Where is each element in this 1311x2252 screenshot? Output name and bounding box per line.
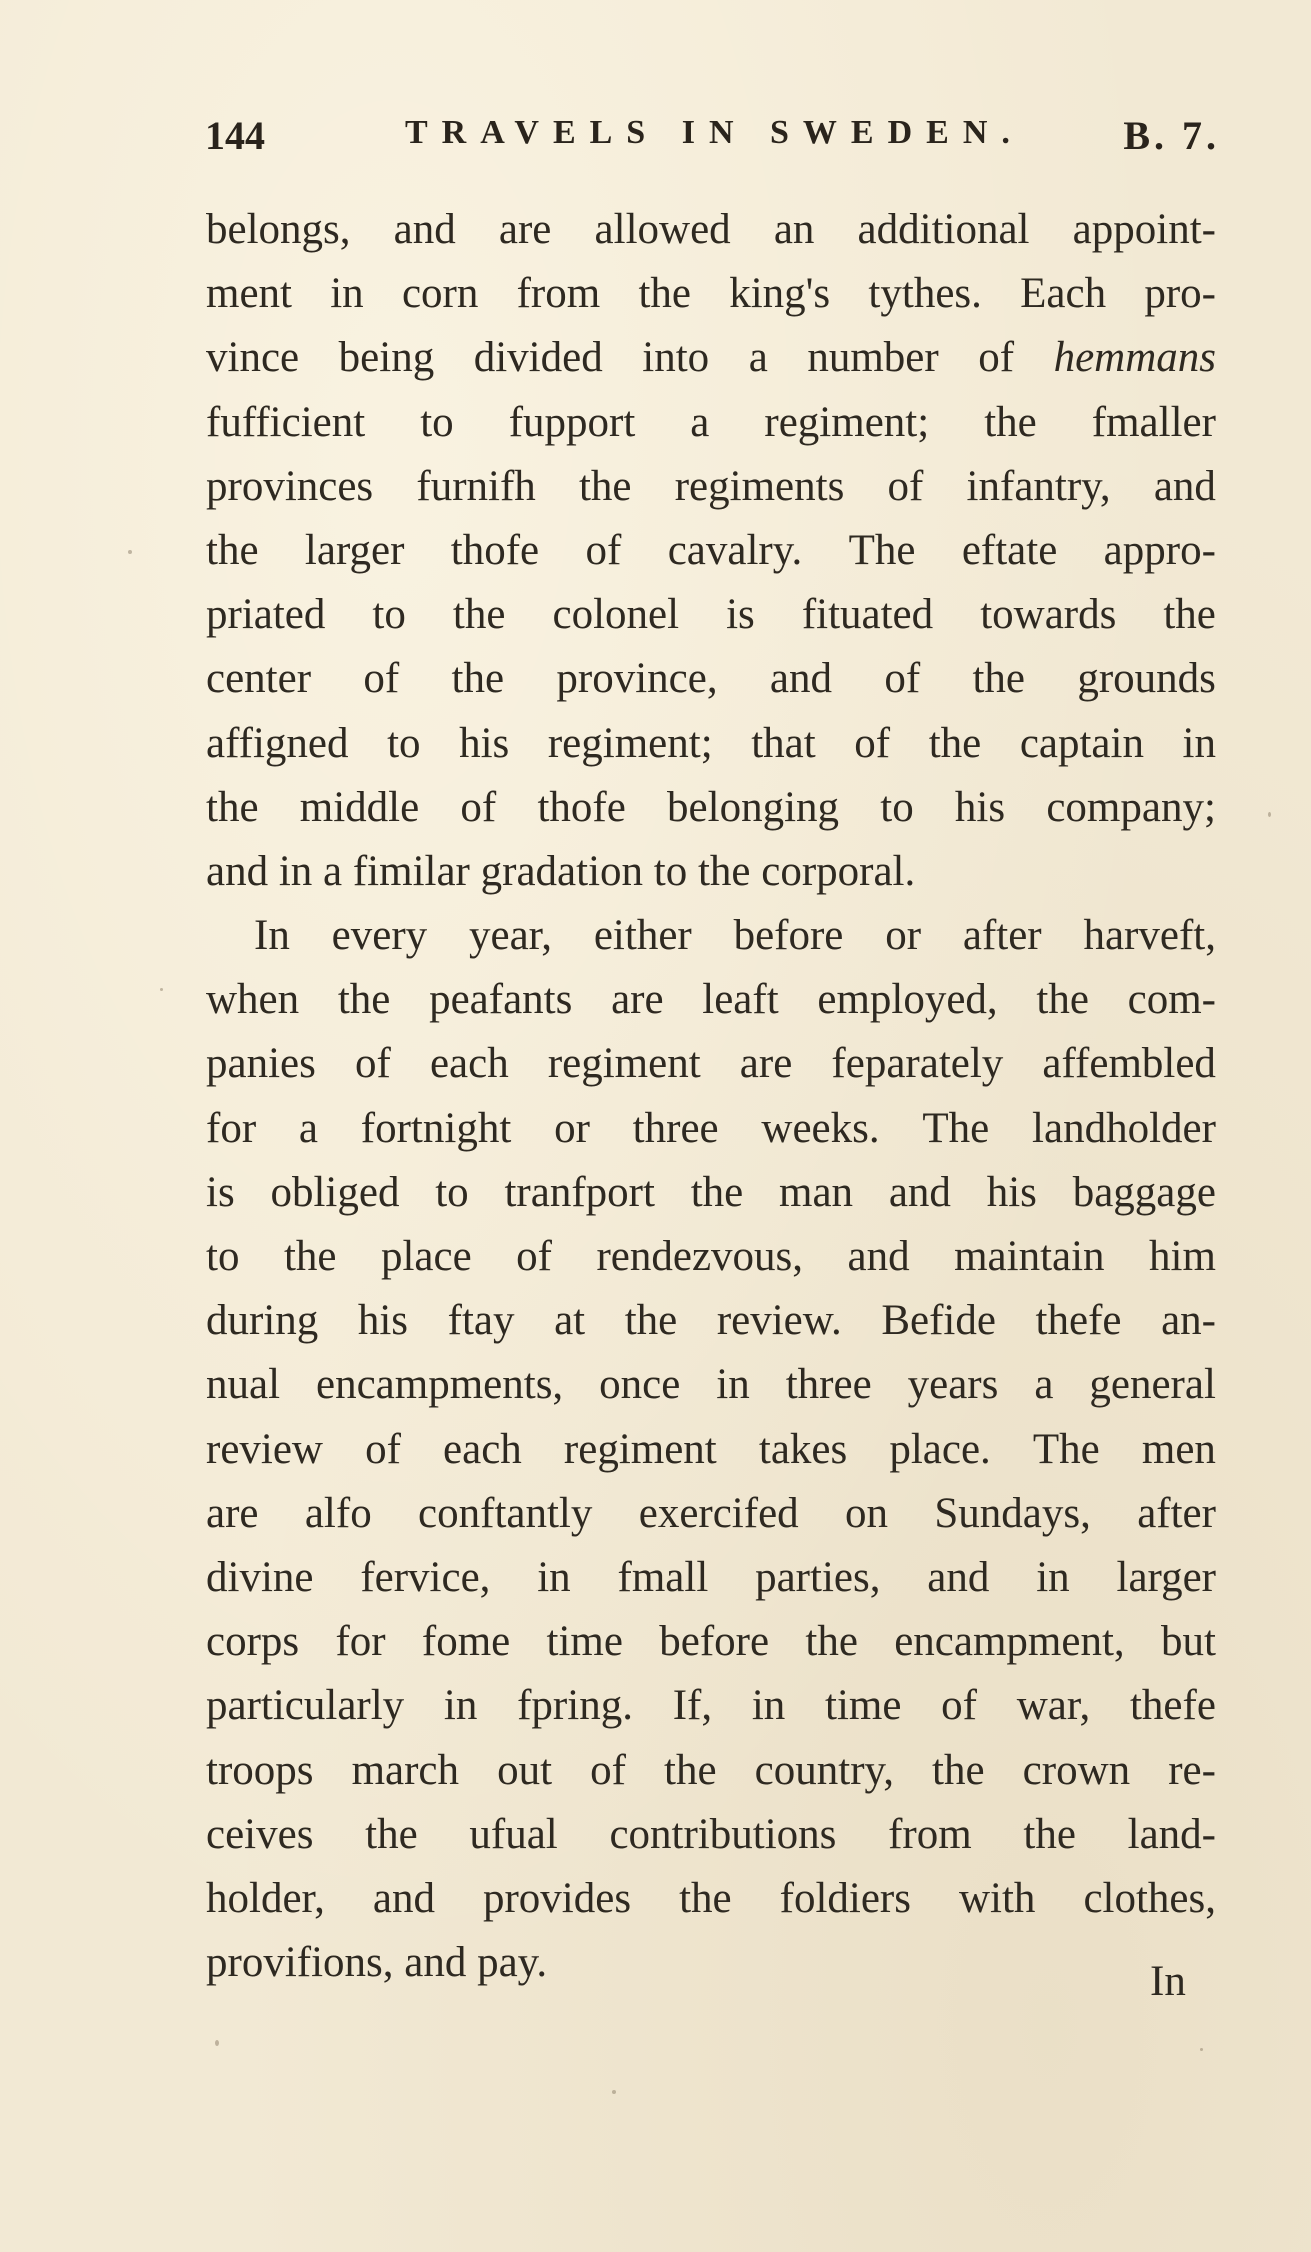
text-line: troops march out of the country, the crown re- [206,1746,1216,1794]
paper-speck [215,2040,219,2046]
text-line: fufficient to fupport a regiment; the fmaller [206,398,1216,446]
text-line: affigned to his regiment; that of the captain in [206,719,1216,767]
body-text [206,198,1216,1995]
text-line: corps for fome time before the encampment, but [206,1618,1216,1666]
text-line: particularly in fpring. If, in time of war, thefe [206,1682,1216,1730]
text-line: for a fortnight or three weeks. The landholder [206,1104,1216,1152]
text-line: are alfo conftantly exercifed on Sundays, after [206,1489,1216,1537]
text-line: the larger thofe of cavalry. The eftate appro- [206,526,1216,574]
text-line: when the peafants are leaft employed, the com- [206,976,1216,1024]
paper-speck [612,2090,616,2094]
text-line: center of the province, and of the grounds [206,655,1216,703]
text-line: belongs, and are allowed an additional appoint- [206,206,1216,253]
text-line: panies of each regiment are feparately affembled [206,1040,1216,1088]
paper-speck [1200,2048,1203,2051]
text-line: provifions, and pay. [206,1939,548,1987]
text-line: during his ftay at the review. Befide thefe an- [206,1297,1216,1345]
running-title: TRAVELS IN SWEDEN. [405,114,1024,151]
text-line: divine fervice, in fmall parties, and in larger [206,1553,1216,1601]
text-line: nual encampments, once in three years a general [206,1361,1216,1409]
paper-speck [1268,812,1271,817]
text-line: is obliged to tranfport the man and his baggage [206,1168,1216,1216]
text-line: and in a fimilar gradation to the corporal. [206,847,916,895]
text-line: vince being divided into a number of hemmans [206,334,1216,382]
paper-speck [160,988,163,991]
text-line: ceives the ufual contributions from the land- [206,1810,1216,1858]
catchword: In [1150,1958,1186,2005]
text-line: the middle of thofe belonging to his company; [206,783,1216,831]
text-line: priated to the colonel is fituated towards the [206,591,1216,639]
section-marker: B. 7. [1123,113,1220,158]
paper-speck [128,550,132,554]
text-line: In every year, either before or after harveft, [254,912,1216,960]
text-line: ment in corn from the king's tythes. Each pro- [206,270,1216,318]
text-line: holder, and provides the foldiers with clothes, [206,1874,1216,1922]
text-line: review of each regiment takes place. The men [206,1425,1216,1473]
text-line: to the place of rendezvous, and maintain him [206,1233,1216,1280]
running-head [205,112,1220,172]
page-number: 144 [205,113,265,158]
text-line: provinces furnifh the regiments of infantry, and [206,462,1216,510]
